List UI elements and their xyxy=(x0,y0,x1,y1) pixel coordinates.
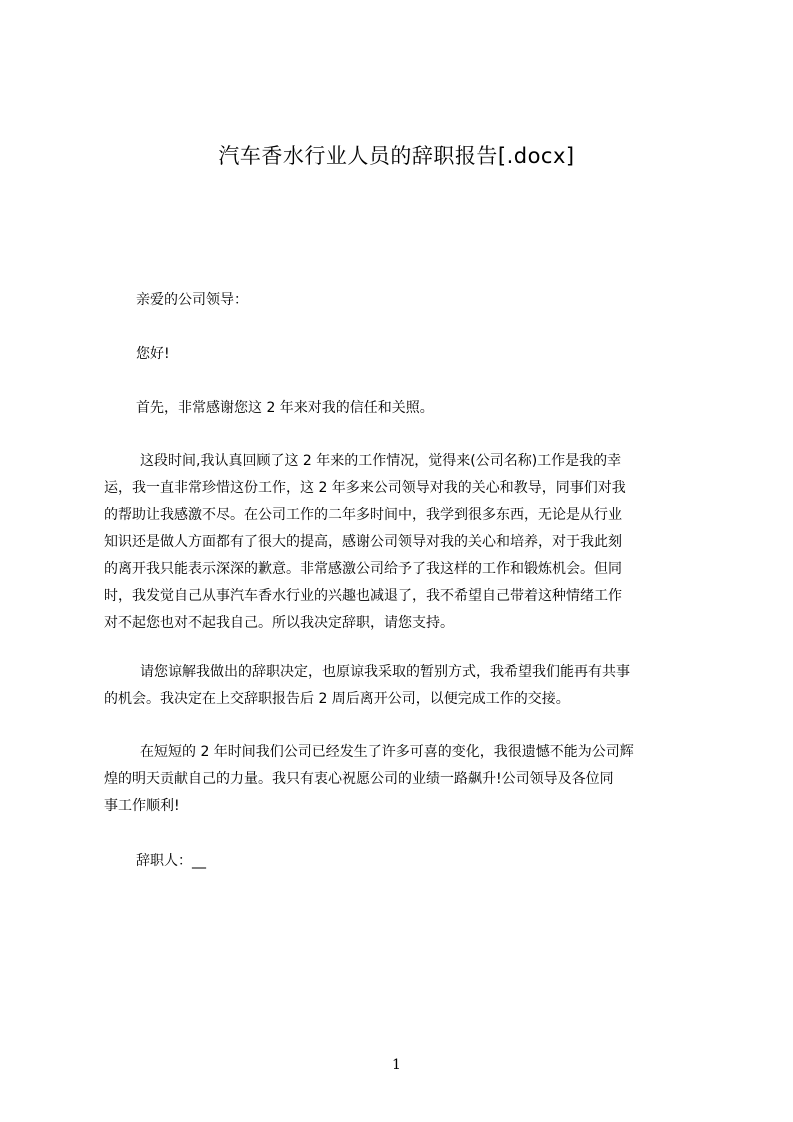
paragraph-line: 的帮助让我感激不尽。在公司工作的二年多时间中，我学到很多东西，无论是从行业 xyxy=(104,507,622,523)
paragraph-line: 事工作顺利! xyxy=(104,798,180,814)
paragraph-line: 这段时间,我认真回顾了这 2 年来的工作情况，觉得来(公司名称)工作是我的幸 xyxy=(140,453,622,469)
document-title: 汽车香水行业人员的辞职报告[.docx] xyxy=(218,144,575,168)
paragraph-line: 对不起您也对不起我自己。所以我决定辞职，请您支持。 xyxy=(104,615,454,631)
page-number: 1 xyxy=(392,1057,401,1073)
greeting: 您好! xyxy=(136,346,170,362)
paragraph-line: 知识还是做人方面都有了很大的提高，感谢公司领导对我的关心和培养，对于我此刻 xyxy=(104,534,622,550)
paragraph-reflection xyxy=(104,448,704,637)
paragraph-line: 的机会。我决定在上交辞职报告后 2 周后离开公司，以便完成工作的交接。 xyxy=(104,691,570,707)
signer-line: 辞职人：__ xyxy=(136,853,206,869)
opening-paragraph: 首先，非常感谢您这 2 年来对我的信任和关照。 xyxy=(136,400,434,416)
paragraph-line: 的离开我只能表示深深的歉意。非常感激公司给予了我这样的工作和锻炼机会。但同 xyxy=(104,561,622,577)
paragraph-line: 请您谅解我做出的辞职决定，也原谅我采取的暂别方式，我希望我们能再有共事 xyxy=(140,664,630,680)
paragraph-line: 煌的明天贡献自己的力量。我只有衷心祝愿公司的业绩一路飙升!公司领导及各位同 xyxy=(104,771,614,787)
paragraph-line: 在短短的 2 年时间我们公司已经发生了许多可喜的变化，我很遗憾不能为公司辉 xyxy=(140,744,634,760)
paragraph-wishes xyxy=(104,739,704,820)
paragraph-line: 运，我一直非常珍惜这份工作，这 2 年多来公司领导对我的关心和教导，同事们对我 xyxy=(104,480,626,496)
salutation: 亲爱的公司领导： xyxy=(136,292,248,308)
paragraph-decision xyxy=(104,659,704,713)
paragraph-line: 时，我发觉自己从事汽车香水行业的兴趣也减退了，我不希望自己带着这种情绪工作 xyxy=(104,588,622,604)
